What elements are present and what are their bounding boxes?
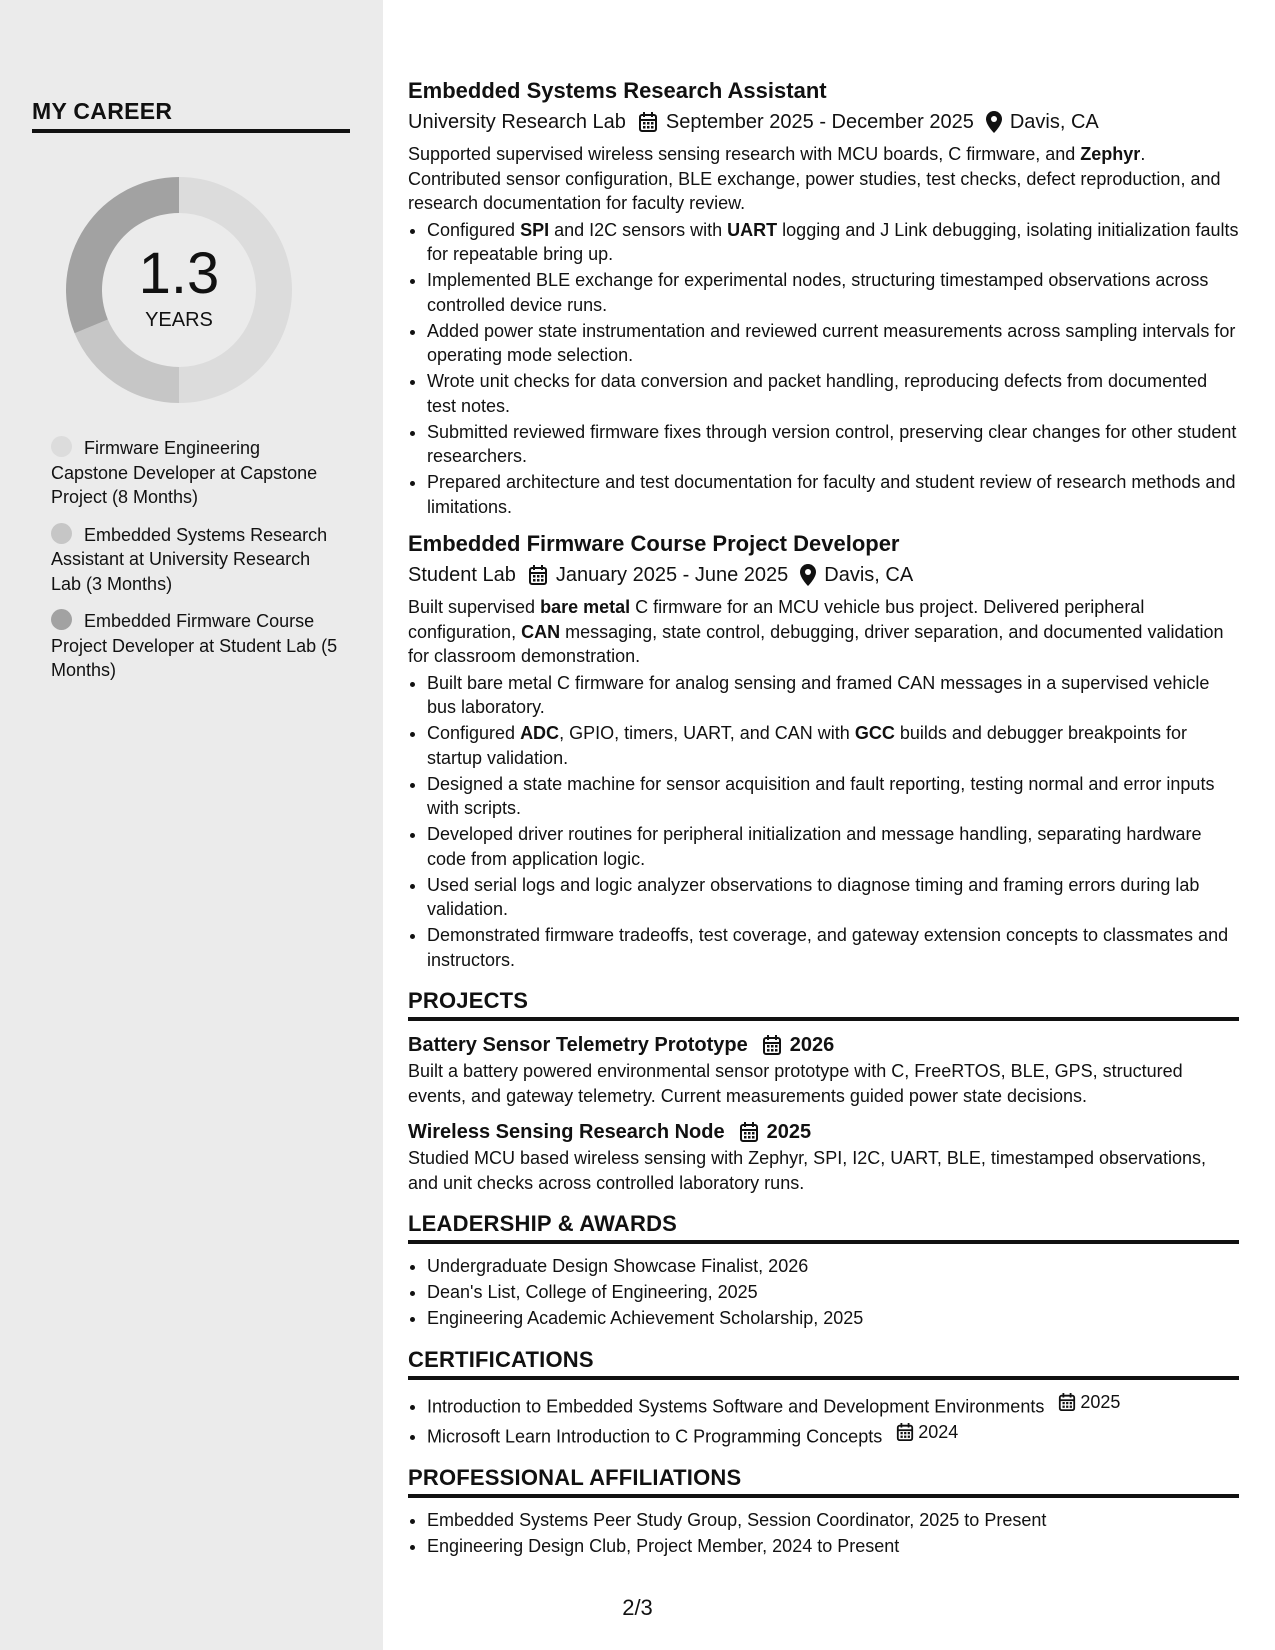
section-heading: CERTIFICATIONS <box>408 1347 1239 1380</box>
job-org: University Research Lab <box>408 111 626 133</box>
project-year: 2026 <box>789 1034 835 1056</box>
project-item <box>408 1031 1239 1108</box>
calendar-icon <box>1044 1392 1080 1412</box>
calendar-icon <box>748 1034 790 1056</box>
leadership-list <box>408 1254 1239 1331</box>
project-item <box>408 1118 1239 1195</box>
career-years-unit: YEARS <box>145 308 213 331</box>
award-item: • Engineering Academic Achievement Scholarship, 2025 <box>427 1306 1239 1331</box>
legend-dot <box>51 609 72 630</box>
job-bullet: • Added power state instrumentation and reviewed current measurements across sampling intervals for operating mode selection. <box>427 319 1239 368</box>
legend-label: Embedded Systems Research Assistant at University Research Lab (3 Months) <box>51 524 328 594</box>
job-bullet: • Configured SPI and I2C sensors with UART logging and J Link debugging, isolating initialization faults for repeatable bring up. <box>427 218 1239 267</box>
leadership-section <box>408 1211 1239 1331</box>
job-location: Davis, CA <box>824 564 914 586</box>
calendar-icon <box>528 564 556 586</box>
job-bullets <box>408 218 1239 520</box>
legend-label: Firmware Engineering Capstone Developer at Capstone Project (8 Months) <box>51 438 318 507</box>
job-bullet: • Developed driver routines for peripheral initialization and message handling, separating hardware code from application logic. <box>427 822 1239 871</box>
job-bullet: • Implemented BLE exchange for experimental nodes, structuring timestamped observations across controlled device runs. <box>427 268 1239 317</box>
job-summary: Built supervised bare metal C firmware for an MCU vehicle bus project. Delivered peripheral configuration, CAN messaging, state control, debugging, driver separation, and documented validation for classroom demonstration. <box>408 597 1224 666</box>
affiliation-item: • Engineering Design Club, Project Member, 2024 to Present <box>427 1534 1239 1559</box>
job-bullet: • Built bare metal C firmware for analog sensing and framed CAN messages in a supervised vehicle bus laboratory. <box>427 671 1239 720</box>
section-heading: LEADERSHIP & AWARDS <box>408 1211 1239 1244</box>
calendar-icon <box>882 1422 918 1442</box>
career-legend <box>51 436 341 696</box>
project-title: Battery Sensor Telemetry Prototype <box>408 1034 748 1056</box>
location-pin-icon <box>986 111 1010 133</box>
job-dates: September 2025 - December 2025 <box>665 111 974 133</box>
legend-item <box>51 609 341 683</box>
main-content <box>408 76 1239 1560</box>
project-description: Built a battery powered environmental sensor prototype with C, FreeRTOS, BLE, GPS, structured events, and gateway telemetry. Current measurements guided power state decisions. <box>408 1061 1183 1106</box>
legend-dot <box>51 436 72 457</box>
certification-name: Introduction to Embedded Systems Software and Development Environments <box>427 1395 1045 1416</box>
legend-label: Embedded Firmware Course Project Developer at Student Lab (5 Months) <box>51 611 338 680</box>
calendar-icon <box>725 1121 767 1143</box>
job-bullet: • Demonstrated firmware tradeoffs, test coverage, and gateway extension concepts to classmates and instructors. <box>427 923 1239 972</box>
job-title: Embedded Systems Research Assistant <box>408 78 827 103</box>
job-bullet: • Designed a state machine for sensor acquisition and fault reporting, testing normal and error inputs with scripts. <box>427 772 1239 821</box>
award-item: • Undergraduate Design Showcase Finalist, 2026 <box>427 1254 1239 1279</box>
legend-item <box>51 436 341 510</box>
project-year: 2025 <box>766 1121 812 1143</box>
donut-center <box>66 177 292 403</box>
job-bullet: • Configured ADC, GPIO, timers, UART, and CAN with GCC builds and debugger breakpoints for startup validation. <box>427 721 1239 770</box>
job-meta <box>408 108 1239 136</box>
job-dates: January 2025 - June 2025 <box>555 564 789 586</box>
section-heading: PROFESSIONAL AFFILIATIONS <box>408 1465 1239 1498</box>
projects-section <box>408 988 1239 1195</box>
project-title-row <box>408 1031 1239 1059</box>
page-number: 2/3 <box>622 1595 653 1620</box>
job-bullet: • Prepared architecture and test documentation for faculty and student review of research methods and limitations. <box>427 470 1239 519</box>
affiliations-list <box>408 1508 1239 1559</box>
certification-name: Microsoft Learn Introduction to C Programming Concepts <box>427 1426 883 1446</box>
project-description: Studied MCU based wireless sensing with Zephyr, SPI, I2C, UART, BLE, timestamped observations, and unit checks across controlled laboratory runs. <box>408 1148 1207 1193</box>
job-org: Student Lab <box>408 564 516 586</box>
affiliations-section <box>408 1465 1239 1559</box>
certification-item <box>427 1390 1239 1419</box>
certifications-list <box>408 1390 1239 1449</box>
award-item: • Dean's List, College of Engineering, 2025 <box>427 1280 1239 1305</box>
section-heading: PROJECTS <box>408 988 1239 1021</box>
job-bullet: • Submitted reviewed firmware fixes through version control, preserving clear changes for other student researchers. <box>427 420 1239 469</box>
job-title: Embedded Firmware Course Project Developer <box>408 531 900 556</box>
affiliation-item: • Embedded Systems Peer Study Group, Session Coordinator, 2025 to Present <box>427 1508 1239 1533</box>
legend-dot <box>51 523 72 544</box>
project-title-row <box>408 1118 1239 1146</box>
job-location: Davis, CA <box>1009 111 1099 133</box>
certification-year: 2025 <box>1080 1391 1121 1412</box>
location-pin-icon <box>800 564 824 586</box>
calendar-icon <box>638 111 666 133</box>
certifications-section <box>408 1347 1239 1449</box>
certification-item <box>427 1420 1239 1449</box>
project-title: Wireless Sensing Research Node <box>408 1121 725 1143</box>
job-meta <box>408 561 1239 589</box>
job-summary: Supported supervised wireless sensing research with MCU boards, C firmware, and Zephyr. Contributed sensor configuration, BLE exchange, power studies, test checks, defect reproduction, and research documentation for faculty review. <box>408 144 1221 213</box>
job-bullet: • Used serial logs and logic analyzer observations to diagnose timing and framing errors during lab validation. <box>427 873 1239 922</box>
career-heading: MY CAREER <box>32 98 350 133</box>
certification-year: 2024 <box>918 1421 959 1442</box>
job-bullets <box>408 671 1239 973</box>
legend-item <box>51 523 341 597</box>
career-years-value: 1.3 <box>138 240 220 306</box>
job-bullet: • Wrote unit checks for data conversion and packet handling, reproducing defects from documented test notes. <box>427 369 1239 418</box>
sidebar <box>0 0 383 1650</box>
job-entry <box>408 76 1239 519</box>
job-entry <box>408 529 1239 972</box>
